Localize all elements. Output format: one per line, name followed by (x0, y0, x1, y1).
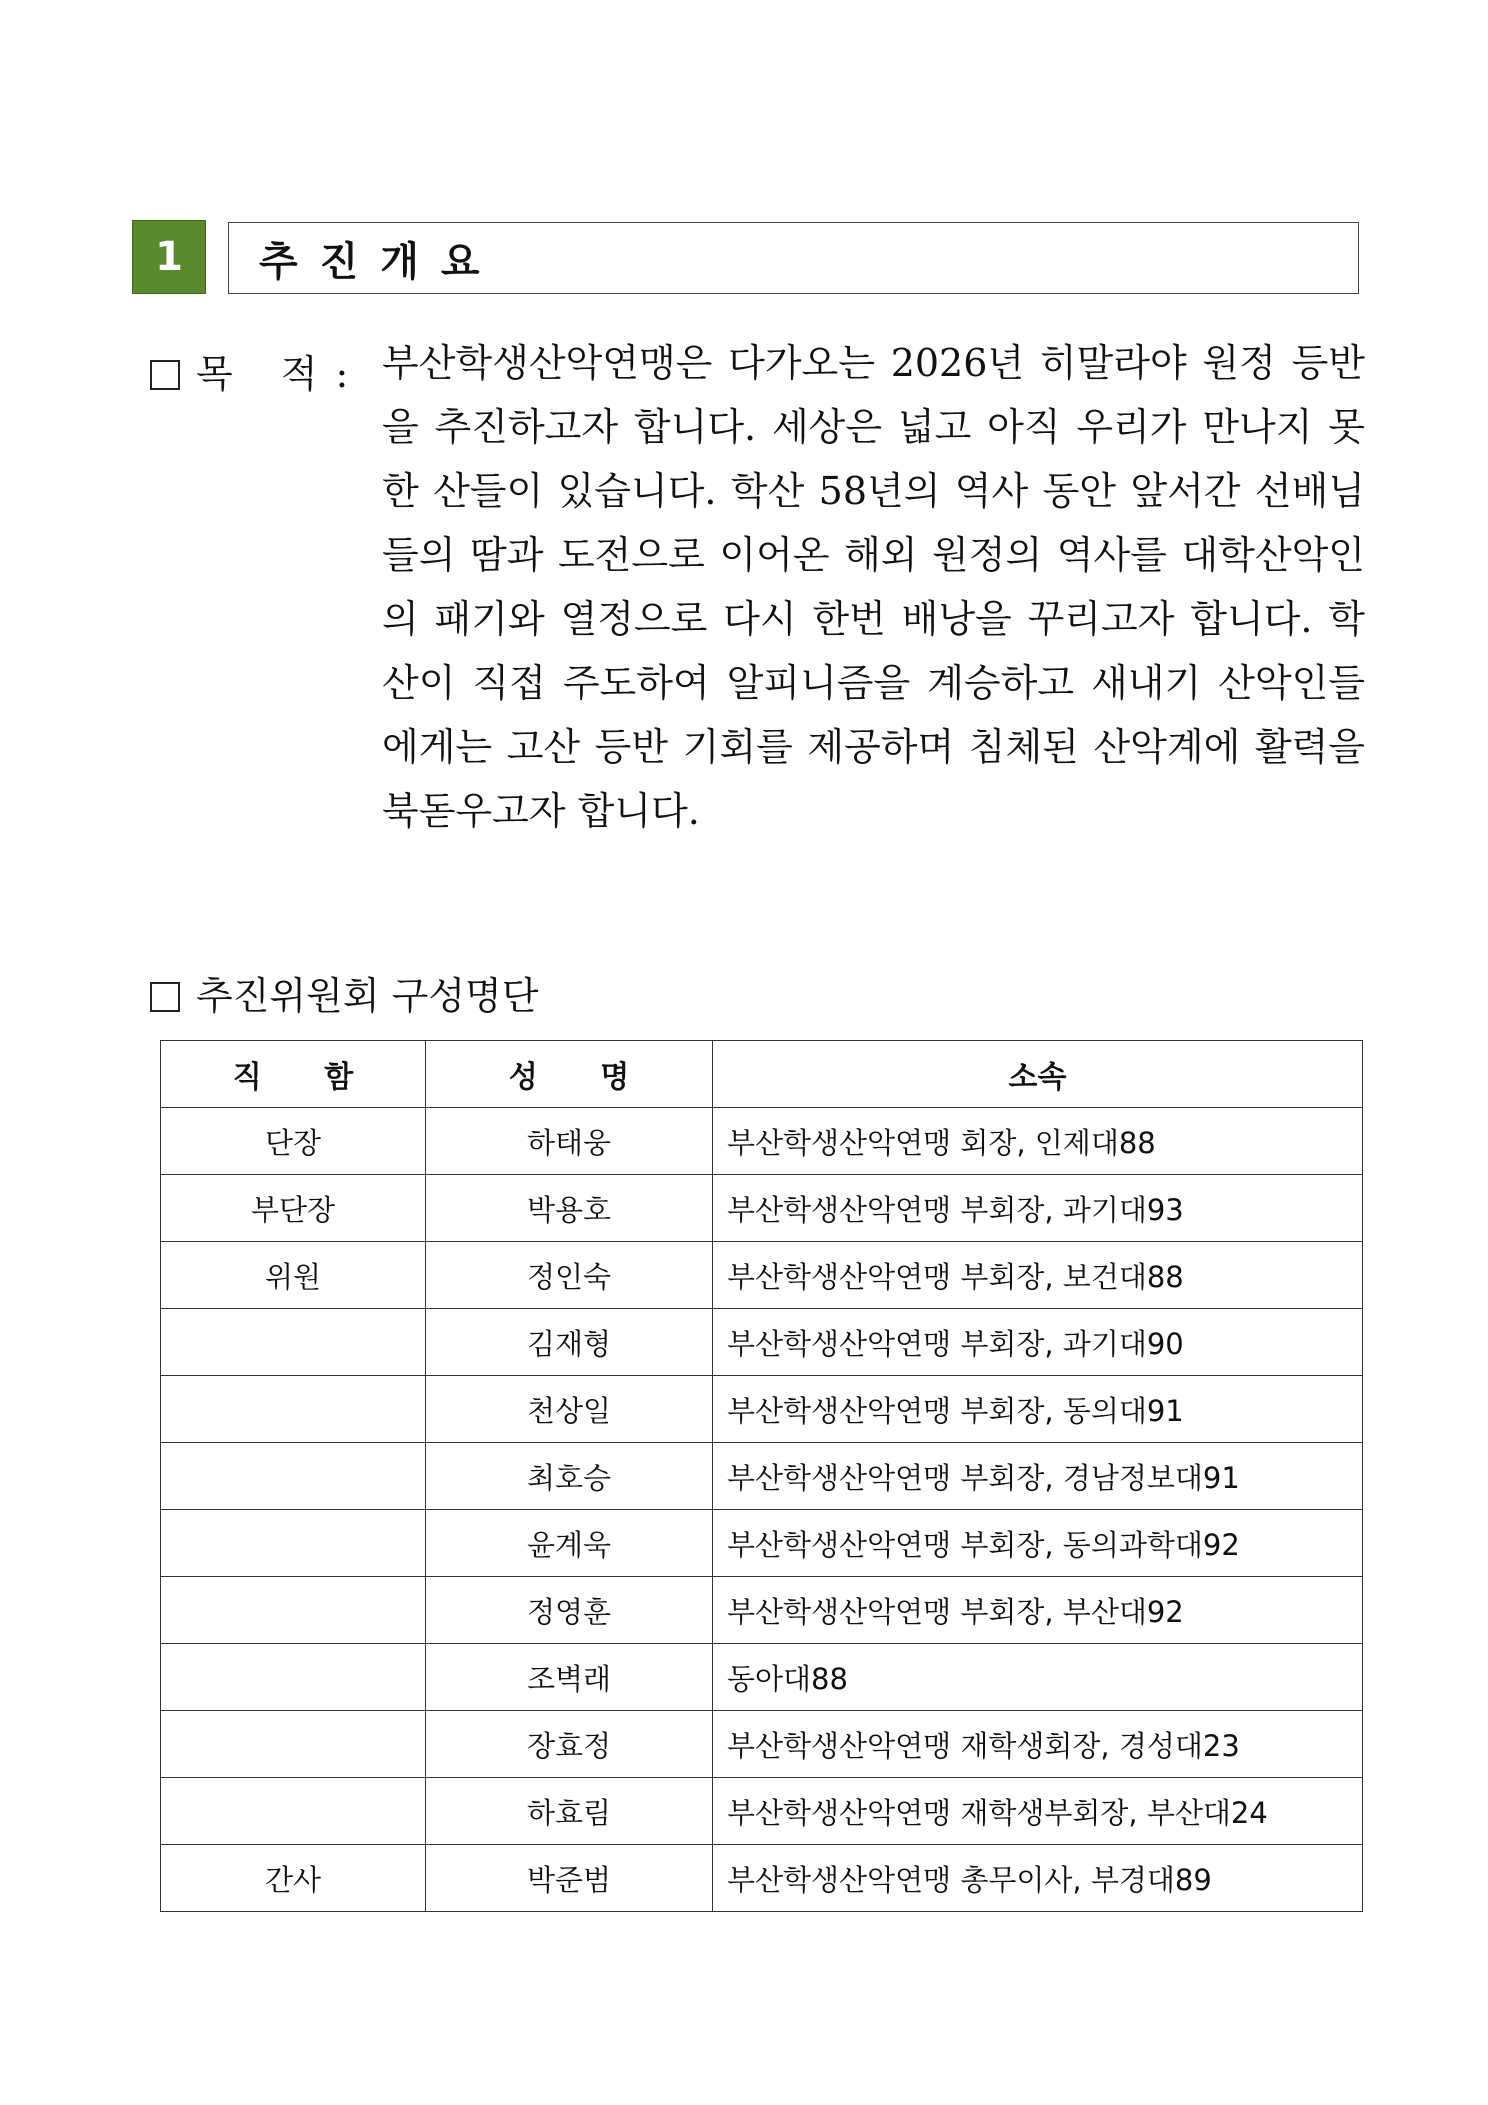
cell-title: 단장 (161, 1108, 426, 1175)
cell-name: 장효정 (426, 1711, 713, 1778)
cell-name: 박용호 (426, 1175, 713, 1242)
table-row (161, 1510, 1363, 1577)
purpose-separator: : (335, 352, 349, 396)
cell-affiliation: 부산학생산악연맹 부회장, 부산대92 (713, 1577, 1363, 1644)
committee-table (160, 1040, 1363, 1912)
table-row (161, 1845, 1363, 1912)
purpose-lead (150, 343, 348, 398)
cell-affiliation: 부산학생산악연맹 부회장, 보건대88 (713, 1242, 1363, 1309)
cell-name: 하태웅 (426, 1108, 713, 1175)
table-row (161, 1644, 1363, 1711)
cell-title: 위원 (161, 1242, 426, 1309)
cell-affiliation: 동아대88 (713, 1644, 1363, 1711)
section-header (132, 220, 1360, 296)
cell-title (161, 1443, 426, 1510)
table-header-row (161, 1041, 1363, 1108)
cell-name: 최호승 (426, 1443, 713, 1510)
cell-name: 윤계욱 (426, 1510, 713, 1577)
committee-heading (150, 965, 538, 1020)
cell-name: 정영훈 (426, 1577, 713, 1644)
section-title: 추진개요 (259, 238, 502, 285)
cell-title (161, 1577, 426, 1644)
table-row (161, 1175, 1363, 1242)
table-row (161, 1242, 1363, 1309)
cell-affiliation: 부산학생산악연맹 부회장, 경남정보대91 (713, 1443, 1363, 1510)
column-header-affiliation: 소속 (713, 1041, 1363, 1108)
column-header-name: 성 명 (426, 1041, 713, 1108)
cell-affiliation: 부산학생산악연맹 재학생부회장, 부산대24 (713, 1778, 1363, 1845)
table-row (161, 1376, 1363, 1443)
checkbox-icon (150, 982, 180, 1012)
cell-title: 간사 (161, 1845, 426, 1912)
table-row (161, 1309, 1363, 1376)
committee-heading-text: 추진위원회 구성명단 (196, 974, 539, 1018)
cell-title (161, 1309, 426, 1376)
cell-affiliation: 부산학생산악연맹 총무이사, 부경대89 (713, 1845, 1363, 1912)
checkbox-icon (150, 360, 180, 390)
section-title-box (228, 222, 1359, 294)
cell-affiliation: 부산학생산악연맹 회장, 인제대88 (713, 1108, 1363, 1175)
cell-name: 하효림 (426, 1778, 713, 1845)
table-row (161, 1711, 1363, 1778)
cell-affiliation: 부산학생산악연맹 부회장, 동의과학대92 (713, 1510, 1363, 1577)
cell-name: 정인숙 (426, 1242, 713, 1309)
purpose-label: 목 적 (196, 352, 336, 396)
table-row (161, 1443, 1363, 1510)
table-row (161, 1108, 1363, 1175)
cell-affiliation: 부산학생산악연맹 부회장, 과기대93 (713, 1175, 1363, 1242)
cell-title (161, 1711, 426, 1778)
cell-affiliation: 부산학생산악연맹 부회장, 동의대91 (713, 1376, 1363, 1443)
cell-name: 조벽래 (426, 1644, 713, 1711)
cell-name: 박준범 (426, 1845, 713, 1912)
column-header-title: 직 함 (161, 1041, 426, 1108)
cell-affiliation: 부산학생산악연맹 부회장, 과기대90 (713, 1309, 1363, 1376)
section-number-badge: 1 (132, 220, 206, 294)
cell-name: 김재형 (426, 1309, 713, 1376)
cell-name: 천상일 (426, 1376, 713, 1443)
table-row (161, 1778, 1363, 1845)
cell-title: 부단장 (161, 1175, 426, 1242)
table-row (161, 1577, 1363, 1644)
cell-title (161, 1644, 426, 1711)
cell-affiliation: 부산학생산악연맹 재학생회장, 경성대23 (713, 1711, 1363, 1778)
cell-title (161, 1376, 426, 1443)
cell-title (161, 1510, 426, 1577)
cell-title (161, 1778, 426, 1845)
purpose-text: 부산학생산악연맹은 다가오는 2026년 히말라야 원정 등반을 추진하고자 합니다. 세상은 넓고 아직 우리가 만나지 못한 산들이 있습니다. 학산 58년의 역사 동안 앞서간 선배님들의 땀과 도전으로 이어온 해외 원정의 역사를 대학산악인의 패기와 열정으로 다시 한번 배낭을 꾸리고자 합니다. 학산이 직접 주도하여 알피니즘을 계승하고 새내기 산악인들에게는 고산 등반 기회를 제공하며 침체된 산악계에 활력을 북돋우고자 합니다. (382, 341, 1365, 833)
